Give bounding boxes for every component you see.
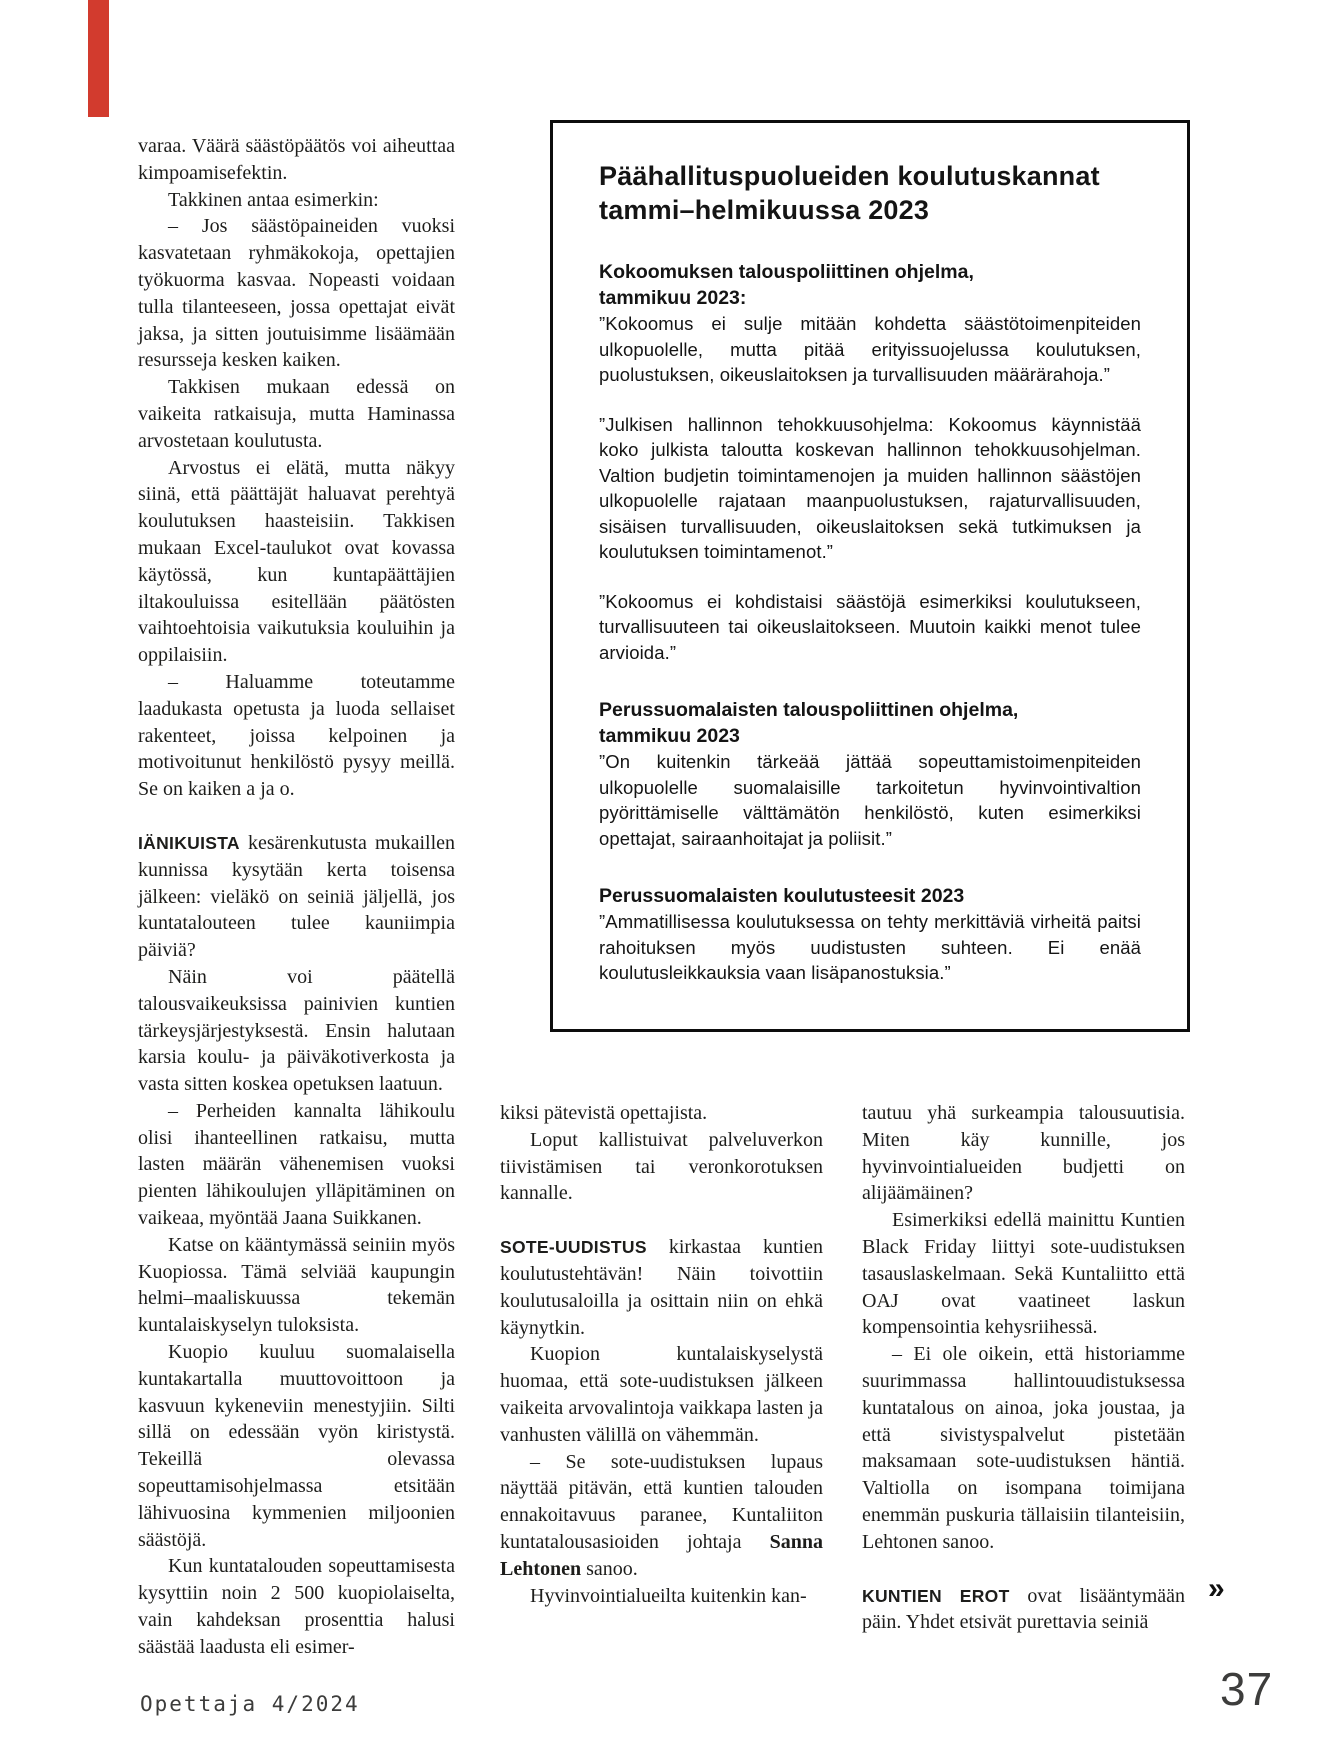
paragraph: Kuopion kuntalaiskyselystä huomaa, että sote-uudistuksen jälkeen vaikeita arvovalintoja vaikkapa lasten ja vanhusten välillä on vähemmän. [500, 1343, 823, 1446]
paragraph: SOTE-UUDISTUS kirkastaa kuntien koulutustehtävän! Näin toivottiin koulutusaloilla ja osittain niin on ehkä käynytkin. [500, 1236, 823, 1339]
paragraph: – Se sote-uudistuksen lupaus näyttää pitävän, että kuntien talouden ennakoitavuus paranee, Kuntaliiton kuntatalousasioiden johtaja Sanna Lehtonen sanoo. [500, 1450, 823, 1580]
paragraph: Kuopio kuuluu suomalaisella kuntakartalla muuttovoittoon ja kasvuun kykeneviin menestyjiin. Silti sillä on edessään vyön kiristystä. Tekeillä olevassa sopeuttamisohjelmassa etsitään lähivuosina kymmenien miljoonien säästöjä. [138, 1341, 455, 1551]
paragraph: – Ei ole oikein, että historiamme suurimmassa hallintouudistuksessa kuntatalous on ainoa, joka joustaa, ja että sivistyspalvelut pistetään maksamaan sote-uudistuksen häntiä. Valtiolla on isompana toimijana enemmän puskuria tällaisiin tilanteisiin, Lehtonen sanoo. [862, 1343, 1185, 1553]
paragraph: tautuu yhä surkeampia talousuutisia. Miten käy kunnille, jos hyvinvointialueiden budjetti on alijäämäinen? [862, 1102, 1185, 1205]
box-section [599, 259, 1141, 665]
box-section-heading: Perussuomalaisten talouspoliittinen ohjelma, tammikuu 2023 [599, 699, 1019, 747]
quote-paragraph: ”Ammatillisessa koulutuksessa on tehty merkittäviä virheitä paitsi rahoituksen myös uudistusten suhteen. Ei enää koulutusleikkauksia vaan lisäpanostuksia.” [599, 911, 1141, 983]
paragraph: Arvostus ei elätä, mutta näkyy siinä, että päättäjät haluavat perehtyä koulutuksen haasteisiin. Takkisen mukaan Excel-taulukot ovat kovassa käytössä, kun kuntapäättäjien iltakouluissa esitellään päätösten vaihtoehtoisia vaikutuksia kouluihin ja oppilaisiin. [138, 456, 455, 667]
box-title: Päähallituspuolueiden koulutuskannat tammi–helmikuussa 2023 [599, 161, 1100, 225]
paragraph: Takkisen mukaan edessä on vaikeita ratkaisuja, mutta Haminassa arvostetaan koulutusta. [138, 376, 455, 452]
paragraph: kiksi pätevistä opettajista. [500, 1102, 708, 1124]
box-section-heading: Kokoomuksen talouspoliittinen ohjelma, tammikuu 2023: [599, 261, 974, 309]
quote-paragraph: ”Kokoomus ei sulje mitään kohdetta säästötoimenpiteiden ulkopuolelle, mutta pitää erityissuojelussa koulutuksen, puolustuksen, oikeuslaitoksen ja turvallisuuden määrärahoja.” [599, 313, 1141, 385]
article-column-3 [862, 1100, 1185, 1636]
page-number: 37 [1220, 1663, 1274, 1715]
red-accent-bar [88, 0, 109, 117]
article-column-2 [500, 1100, 823, 1609]
paragraph: – Jos säästöpaineiden vuoksi kasvatetaan ryhmäkokoja, opettajien työkuorma kasvaa. Nopeasti voidaan tulla tilanteeseen, jossa opettajat eivät jaksa, ja sitten joutuisimme lisäämään resursseja kesken kaiken. [138, 215, 455, 372]
paragraph: varaa. Väärä säästöpäätös voi aiheuttaa kimpoamisefektin. [138, 135, 455, 184]
quote-paragraph: ”On kuitenkin tärkeää jättää sopeuttamistoimenpiteiden ulkopuolelle suomalaisille tarkoitetun hyvinvointivaltion pyörittämiselle välttämätön henkilöstö, kuten esimerkiksi opettajat, sairaanhoitajat ja poliisit.” [599, 751, 1141, 849]
paragraph: Katse on kääntymässä seiniin myös Kuopiossa. Tämä selviää kaupungin helmi–maaliskuussa tekemän kuntalaiskyselyn tuloksista. [138, 1233, 455, 1337]
paragraph: Hyvinvointialueilta kuitenkin kan- [530, 1584, 807, 1607]
box-section-heading: Perussuomalaisten koulutusteesit 2023 [599, 885, 965, 907]
box-section [599, 697, 1141, 851]
politics-quote-box [550, 120, 1190, 1032]
section-lead-in: KUNTIEN EROT [862, 1585, 1010, 1606]
section-lead-in: IÄNIKUISTA [138, 832, 240, 853]
paragraph: Kun kuntatalouden sopeuttamisesta kysyttiin noin 2 500 kuopiolaiselta, vain kahdeksan prosenttia halusi säästää laadusta eli esimer- [138, 1555, 455, 1658]
paragraph: Esimerkiksi edellä mainittu Kuntien Black Friday liittyi sote-uudistuksen tasauslaskelmaan. Sekä Kuntaliitto että OAJ ovat vaatineet laskun kompensointia kehysriihessä. [862, 1209, 1185, 1339]
footer-magazine-issue: Opettaja 4/2024 [140, 1692, 360, 1716]
paragraph: – Perheiden kannalta lähikoulu olisi ihanteellinen ratkaisu, mutta lasten määrän vähenemisen vuoksi pienten lähikoulujen ylläpitäminen on vaikeaa, myöntää Jaana Suikkanen. [138, 1099, 455, 1230]
box-section [599, 883, 1141, 986]
story-continues-icon: » [1208, 1572, 1225, 1605]
paragraph: KUNTIEN EROT ovat lisääntymään päin. Yhdet etsivät purettavia seiniä [862, 1584, 1186, 1634]
quote-paragraph: ”Kokoomus ei kohdistaisi säästöjä esimerkiksi koulutukseen, turvallisuuteen tai oikeuslaitokseen. Muutoin kaikki menot tulee arvioida.” [599, 590, 1141, 663]
quote-paragraph: ”Julkisen hallinnon tehokkuusohjelma: Kokoomus käynnistää koko julkista taloutta koskevan hallinnon tehokkuusohjelman. Valtion budjetin toimintamenojen ja muiden hallinnon säästöjen ulkopuolelle rajataan maanpuolustuksen, rajaturvallisuuden, sisäisen turvallisuuden, oikeuslaitoksen sekä tutkimuksen ja koulutuksen toimintamenot.” [599, 413, 1141, 562]
paragraph: IÄNIKUISTA kesärenkutusta mukaillen kunnissa kysytään kerta toisensa jälkeen: vieläkö on seiniä jäljellä, jos kuntatalouteen tulee kauniimpia päiviä? [138, 831, 455, 962]
person-name: Sanna Lehtonen [500, 1530, 823, 1580]
paragraph: – Haluamme toteutamme laadukasta opetusta ja luoda sellaiset rakenteet, joissa kelpoinen ja motivoitunut henkilöstö pysyy meillä. Se on kaiken a ja o. [138, 670, 455, 801]
section-lead-in: SOTE-UUDISTUS [500, 1237, 647, 1258]
article-column-1 [138, 133, 455, 1661]
paragraph: Takkinen antaa esimerkin: [168, 188, 379, 211]
paragraph: Loput kallistuivat palveluverkon tiivistämisen tai veronkorotuksen kannalle. [500, 1128, 823, 1205]
paragraph: Näin voi päätellä talousvaikeuksissa painivien kuntien tärkeysjärjestyksestä. Ensin halutaan karsia koulu- ja päiväkotiverkosta ja vasta sitten koskea opetuksen laatuun. [138, 965, 455, 1096]
